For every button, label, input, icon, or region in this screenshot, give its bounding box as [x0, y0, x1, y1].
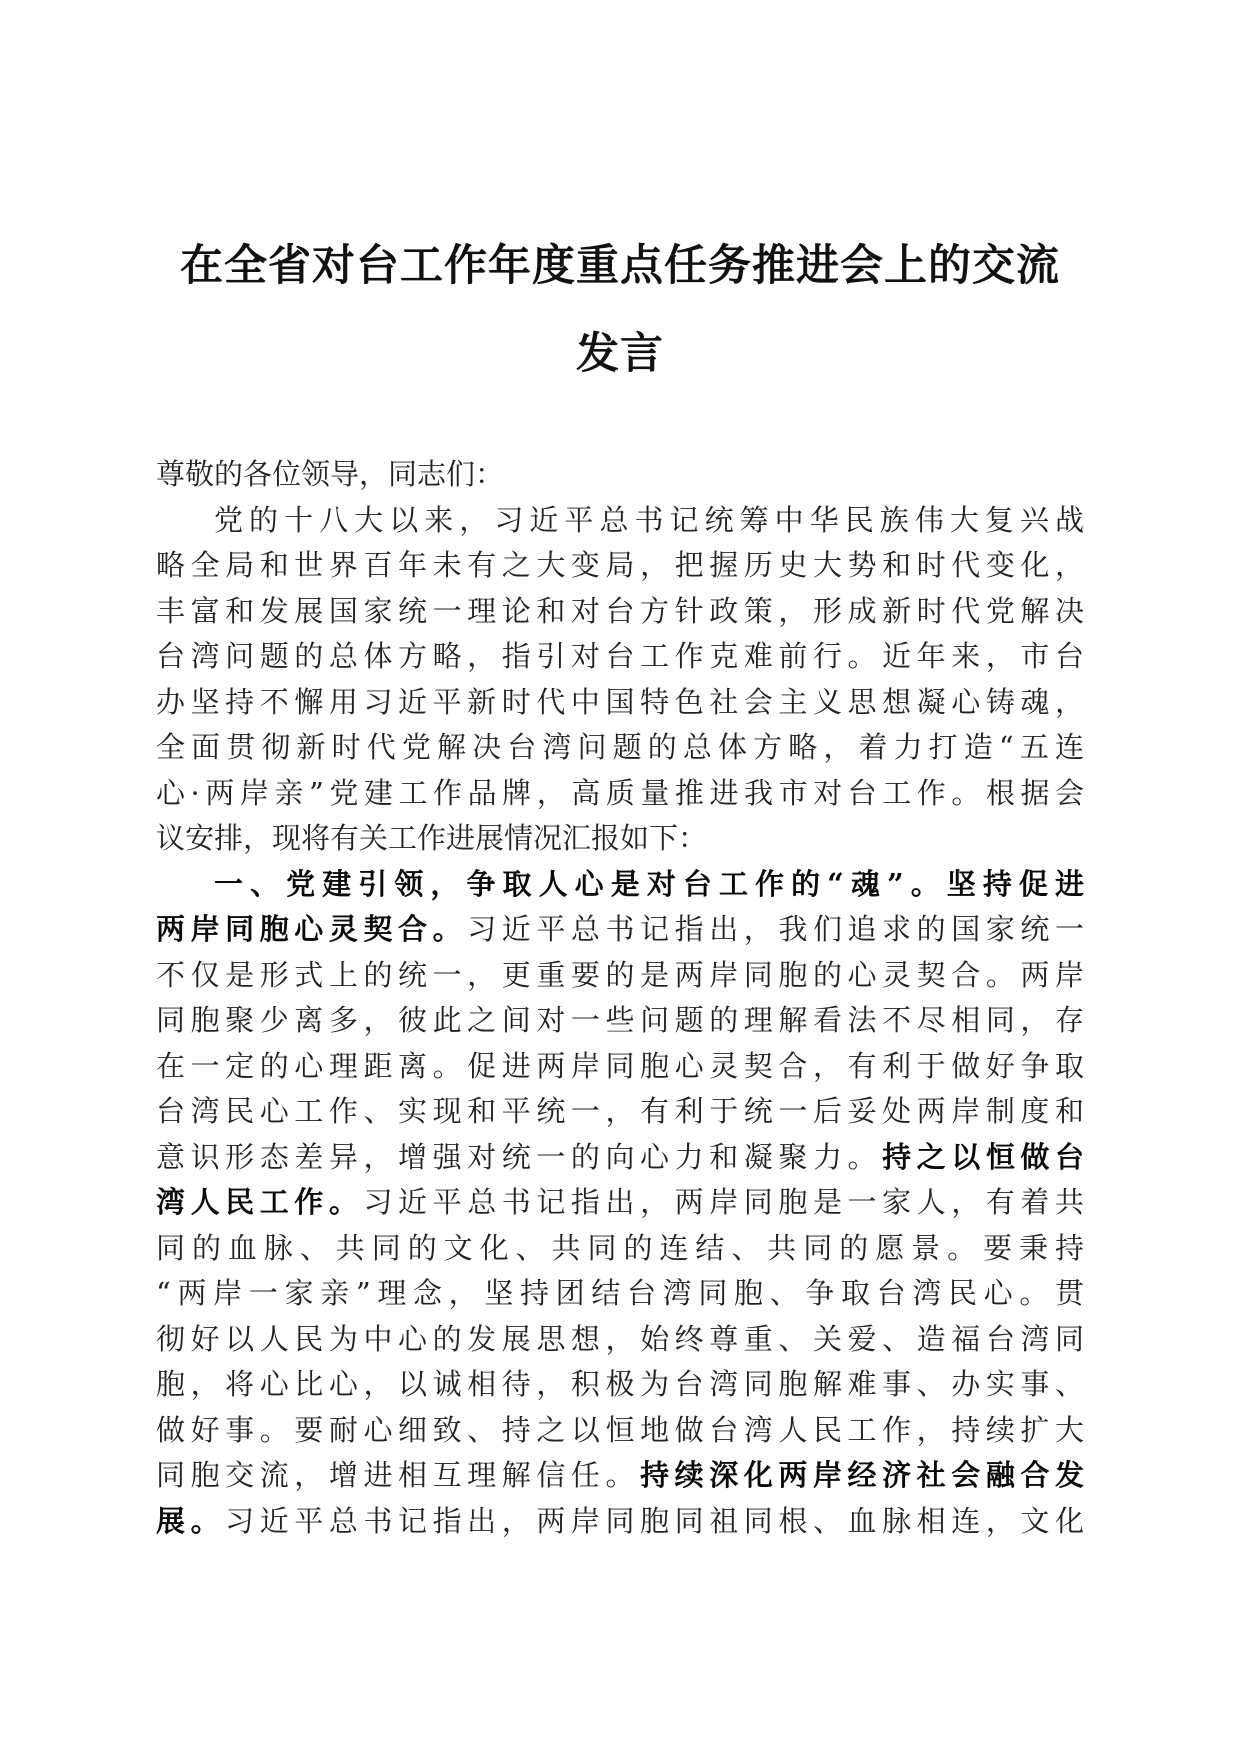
- intro-line: 丰富和发展国家统一理论和对台方针政策，形成新时代党解决: [156, 593, 1084, 628]
- intro-line: 心·两岸亲”党建工作品牌，高质量推进我市对台工作。根据会: [156, 775, 1084, 810]
- section-1-line: [156, 1135, 1084, 1181]
- intro-paragraph: [156, 498, 1084, 862]
- section-1-text: 意识形态差异，增强对统一的向心力和凝聚力。: [156, 1139, 883, 1174]
- subheading-heart-connection: 两岸同胞心灵契合。: [156, 912, 468, 946]
- intro-line: 办坚持不懈用习近平新时代中国特色社会主义思想凝心铸魂，: [156, 684, 1084, 719]
- title-line-1: 在全省对台工作年度重点任务推进会上的交流: [180, 241, 1060, 291]
- section-1-text: 同胞交流，增进相互理解信任。: [156, 1458, 641, 1492]
- section-1-line: 台湾民心工作、实现和平统一，有利于统一后妥处两岸制度和: [156, 1094, 1084, 1128]
- section-1-line: [156, 1180, 1084, 1226]
- subheading-integration: 持续深化两岸经济社会融合发: [640, 1458, 1084, 1492]
- salutation: 尊敬的各位领导，同志们：: [156, 457, 505, 491]
- section-1-text: 习近平总书记指出，两岸同胞同祖同根、血脉相连，文化: [225, 1503, 1084, 1538]
- section-1-line: 同的血脉、共同的文化、共同的连结、共同的愿景。要秉持: [156, 1230, 1084, 1265]
- intro-line: 党的十八大以来，习近平总书记统筹中华民族伟大复兴战: [214, 502, 1084, 537]
- subheading-integration-cont: 展。: [156, 1503, 226, 1538]
- section-1-line: 彻好以人民为中心的发展思想，始终尊重、关爱、造福台湾同: [156, 1321, 1084, 1356]
- section-1-line: [156, 1453, 1084, 1499]
- section-1-heading: 一、党建引领，争取人心是对台工作的“魂”。坚持促进: [214, 866, 1084, 901]
- section-1-line: [156, 907, 1084, 953]
- section-1-line: 胞，将心比心，以诚相待，积极为台湾同胞解难事、办实事、: [156, 1367, 1084, 1401]
- intro-line: 略全局和世界百年未有之大变局，把握历史大势和时代变化，: [156, 548, 1084, 582]
- title-line-2: 发言: [576, 329, 664, 379]
- subheading-persistent-work-cont: 湾人民工作。: [156, 1185, 364, 1219]
- intro-line: 议安排，现将有关工作进展情况汇报如下：: [156, 821, 708, 855]
- section-1-text: 习近平总书记指出，我们追求的国家统一: [467, 912, 1084, 946]
- document-body: [156, 452, 1084, 1544]
- intro-line: 全面贯彻新时代党解决台湾问题的总体方略，着力打造“五连: [156, 730, 1084, 764]
- section-1-line: [156, 1499, 1084, 1545]
- section-1-line: “两岸一家亲”理念，坚持团结台湾同胞、争取台湾民心。贯: [156, 1276, 1084, 1310]
- section-1-line: 不仅是形式上的统一，更重要的是两岸同胞的心灵契合。两岸: [156, 957, 1084, 992]
- subheading-persistent-work: 持之以恒做台: [882, 1139, 1084, 1174]
- document-title: [150, 222, 1090, 398]
- section-1-paragraph: [156, 862, 1084, 1545]
- section-1-line: 做好事。要耐心细致、持之以恒地做台湾人民工作，持续扩大: [156, 1412, 1084, 1447]
- section-1-line: 在一定的心理距离。促进两岸同胞心灵契合，有利于做好争取: [156, 1048, 1084, 1083]
- section-1-text: 习近平总书记指出，两岸同胞是一家人，有着共: [363, 1185, 1084, 1219]
- section-1-line: 同胞聚少离多，彼此之间对一些问题的理解看法不尽相同，存: [156, 1003, 1084, 1037]
- intro-line: 台湾问题的总体方略，指引对台工作克难前行。近年来，市台: [156, 639, 1084, 673]
